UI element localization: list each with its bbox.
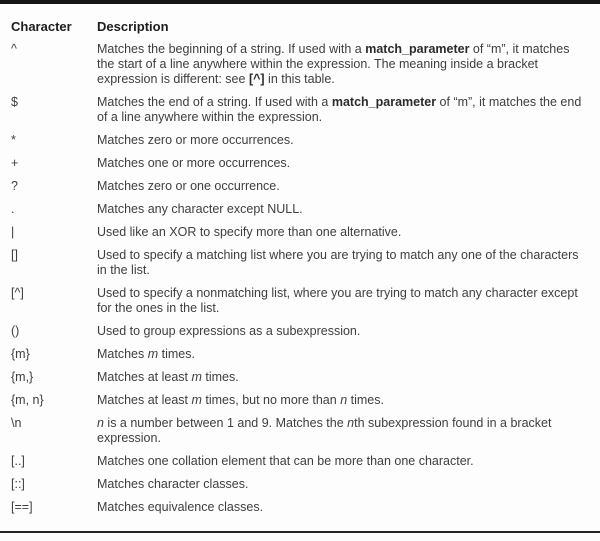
description-cell <box>97 156 587 171</box>
description-text-segment: Matches one collation element that can be more than one character. <box>97 454 474 468</box>
table-row <box>11 393 587 408</box>
description-text-segment: times. <box>347 393 384 407</box>
table-body <box>11 42 587 515</box>
table-row <box>11 95 587 125</box>
description-text-segment: m <box>191 370 202 384</box>
description-cell <box>97 454 587 469</box>
description-text-segment: Matches the beginning of a string. If used with a <box>97 42 366 56</box>
description-text-segment: Matches zero or one occurrence. <box>97 179 280 193</box>
regex-reference-table <box>11 19 587 523</box>
character-cell: \n <box>11 416 22 430</box>
description-text-segment: in this table. <box>264 72 335 86</box>
character-cell: {m, n} <box>11 393 44 407</box>
table-row <box>11 324 587 339</box>
description-text-segment: Matches character classes. <box>97 477 249 491</box>
character-cell: [] <box>11 248 18 262</box>
character-column-header: Character <box>11 19 72 34</box>
character-cell: () <box>11 324 20 338</box>
description-text-segment: Matches zero or more occurrences. <box>97 133 294 147</box>
description-column-header: Description <box>97 19 169 34</box>
description-text-segment: Used to specify a matching list where you are trying to match any one of the characters in the list. <box>97 248 579 277</box>
description-cell <box>97 416 587 446</box>
table-row <box>11 179 587 194</box>
description-cell <box>97 133 587 148</box>
description-text-segment: Matches any character except NULL. <box>97 202 303 216</box>
description-text-segment: Matches at least <box>97 370 192 384</box>
description-text-segment: Used to group expressions as a subexpression. <box>97 324 361 338</box>
table-row <box>11 286 587 316</box>
description-text-segment: times. <box>158 347 195 361</box>
table-row <box>11 370 587 385</box>
character-cell: ^ <box>11 42 17 56</box>
table-row <box>11 248 587 278</box>
description-text-segment: Matches one or more occurrences. <box>97 156 291 170</box>
description-text-segment: th subexpression found in a bracket expression. <box>97 416 552 445</box>
character-cell: $ <box>11 95 18 109</box>
table-row <box>11 202 587 217</box>
description-text-segment: Used like an XOR to specify more than one alternative. <box>97 225 402 239</box>
description-cell <box>97 225 587 240</box>
character-cell: + <box>11 156 19 170</box>
description-text-segment: m <box>191 393 202 407</box>
bottom-rule <box>0 531 600 533</box>
table-row <box>11 42 587 87</box>
table-header-row <box>11 19 587 35</box>
character-cell: . <box>11 202 15 216</box>
description-text-segment: Matches <box>97 347 148 361</box>
description-text-segment: of “m”, it matches the start of a line anywhere within the expression. The meaning inside a bracket expression is different: see <box>97 42 570 86</box>
description-cell <box>97 477 587 492</box>
description-cell <box>97 286 587 316</box>
description-text-segment: [^] <box>248 72 265 86</box>
description-text-segment: is a number between 1 and 9. Matches the <box>103 416 348 430</box>
description-cell <box>97 95 587 125</box>
description-text-segment: match_parameter <box>365 42 470 56</box>
character-cell: [::] <box>11 477 25 491</box>
description-cell <box>97 324 587 339</box>
table-row <box>11 347 587 362</box>
table-row <box>11 225 587 240</box>
table-row <box>11 454 587 469</box>
description-cell <box>97 42 587 87</box>
description-cell <box>97 347 587 362</box>
character-cell: [..] <box>11 454 25 468</box>
character-cell: {m} <box>11 347 30 361</box>
table-row <box>11 156 587 171</box>
description-cell <box>97 248 587 278</box>
top-rule <box>0 0 600 4</box>
description-text-segment: n <box>340 393 348 407</box>
description-cell <box>97 393 587 408</box>
description-text-segment: Matches the end of a string. If used with a <box>97 95 332 109</box>
description-text-segment: n <box>97 416 104 430</box>
description-text-segment: Matches at least <box>97 393 192 407</box>
character-cell: [==] <box>11 500 33 514</box>
description-cell <box>97 179 587 194</box>
description-cell <box>97 370 587 385</box>
description-cell <box>97 202 587 217</box>
character-cell: [^] <box>11 286 24 300</box>
character-cell: | <box>11 225 15 239</box>
description-text-segment: times. <box>201 370 239 384</box>
character-cell: {m,} <box>11 370 34 384</box>
description-text-segment: times, but no more than <box>201 393 341 407</box>
table-row <box>11 500 587 515</box>
character-cell: ? <box>11 179 18 193</box>
description-cell <box>97 500 587 515</box>
description-text-segment: m <box>147 347 159 361</box>
description-text-segment: Used to specify a nonmatching list, where you are trying to match any character except for the ones in the list. <box>97 286 578 315</box>
description-text-segment: n <box>347 416 355 430</box>
description-text-segment: match_parameter <box>331 95 437 109</box>
table-row <box>11 477 587 492</box>
character-cell: * <box>11 133 16 147</box>
description-text-segment: of “m”, it matches the end of a line anywhere within the expression. <box>97 95 582 124</box>
table-row <box>11 133 587 148</box>
description-text-segment: Matches equivalence classes. <box>97 500 264 514</box>
table-row <box>11 416 587 446</box>
